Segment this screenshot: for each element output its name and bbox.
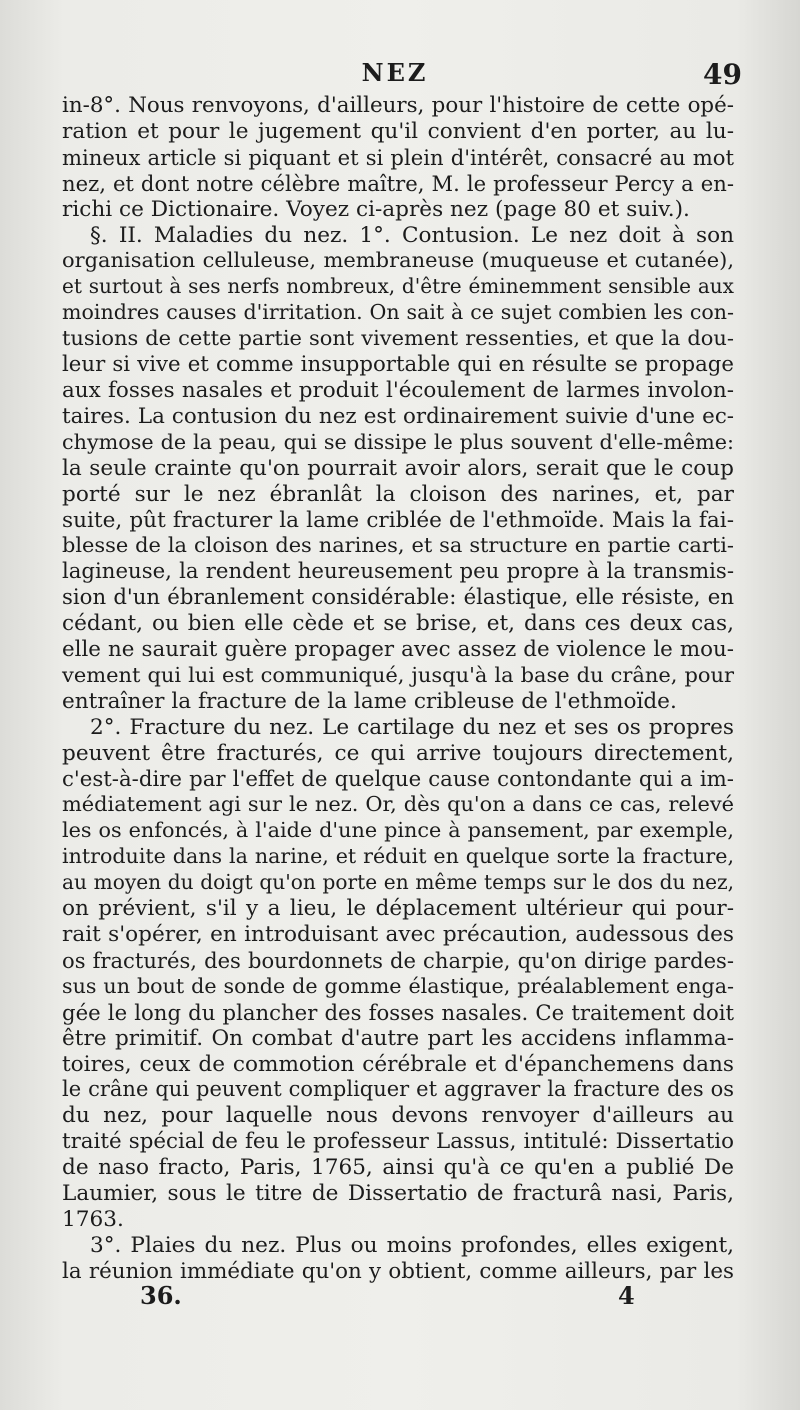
text-line: §. II. Maladies du nez. 1°. Contusion. Le nez doit à son xyxy=(90,222,734,248)
text-line: cédant, ou bien elle cède et se brise, et, dans ces deux cas, xyxy=(62,611,734,637)
page-number: 49 xyxy=(703,58,742,91)
text-line: nez, et dont notre célèbre maître, M. le professeur Percy a en- xyxy=(62,170,734,196)
body-text xyxy=(62,93,734,1285)
text-line: 2°. Fracture du nez. Le cartilage du nez et ses os propres xyxy=(90,714,734,740)
text-line: et surtout à ses nerfs nombreux, d'être éminemment sensible aux xyxy=(62,274,734,299)
text-line: leur si vive et comme insupportable qui en résulte se propage xyxy=(62,352,734,378)
text-line: sion d'un ébranlement considérable: élastique, elle résiste, en xyxy=(62,585,734,611)
text-line: porté sur le nez ébranlât la cloison des narines, et, par xyxy=(62,481,734,507)
text-line: de naso fracto, Paris, 1765, ainsi qu'à ce qu'en a publié De xyxy=(62,1155,734,1181)
text-line: être primitif. On combat d'autre part les accidens inflamma- xyxy=(62,1025,734,1051)
text-line: rait s'opérer, en introduisant avec précaution, audessous des xyxy=(62,922,734,947)
text-line: médiatement agi sur le nez. Or, dès qu'on a dans ce cas, relevé xyxy=(62,792,734,817)
text-line: organisation celluleuse, membraneuse (muqueuse et cutanée), xyxy=(62,248,734,273)
page-header xyxy=(0,58,800,98)
text-line: au moyen du doigt qu'on porte en même temps sur le dos du nez, xyxy=(62,870,734,895)
text-line: in-8°. Nous renvoyons, d'ailleurs, pour l'histoire de cette opé- xyxy=(62,93,734,118)
text-line: 3°. Plaies du nez. Plus ou moins profondes, elles exigent, xyxy=(90,1232,734,1258)
text-line: c'est-à-dire par l'effet de quelque cause contondante qui a im- xyxy=(62,766,734,792)
text-line: tusions de cette partie sont vivement ressenties, et que la dou- xyxy=(62,326,734,351)
text-line: aux fosses nasales et produit l'écoulement de larmes involon- xyxy=(62,377,734,403)
text-line: la réunion immédiate qu'on y obtient, comme ailleurs, par les xyxy=(62,1258,734,1284)
text-line: suite, pût fracturer la lame criblée de l'ethmoïde. Mais la fai- xyxy=(62,507,734,533)
text-line: lagineuse, la rendent heureusement peu propre à la transmis- xyxy=(62,559,734,585)
signature-number: 4 xyxy=(618,1281,635,1310)
text-line: os fracturés, des bourdonnets de charpie, qu'on dirige pardes- xyxy=(62,947,734,973)
text-line: ration et pour le jugement qu'il convient d'en porter, au lu- xyxy=(62,118,734,144)
text-line: Laumier, sous le titre de Dissertatio de fracturâ nasi, Paris, xyxy=(62,1181,734,1207)
text-line: moindres causes d'irritation. On sait à ce sujet combien les con- xyxy=(62,300,734,325)
text-line: chymose de la peau, qui se dissipe le plus souvent d'elle-même: xyxy=(62,429,734,454)
text-line: mineux article si piquant et si plein d'intérêt, consacré au mot xyxy=(62,144,734,170)
text-line: vement qui lui est communiqué, jusqu'à la base du crâne, pour xyxy=(62,662,734,687)
text-line: toires, ceux de commotion cérébrale et d'épanchemens dans xyxy=(62,1051,734,1077)
text-line: elle ne saurait guère propager avec assez de violence le mou- xyxy=(62,637,734,663)
text-line: traité spécial de feu le professeur Lassus, intitulé: Dissertatio xyxy=(62,1129,734,1155)
running-head: NEZ xyxy=(361,58,429,87)
text-line: on prévient, s'il y a lieu, le déplacement ultérieur qui pour- xyxy=(62,896,734,922)
signature-mark: 36. xyxy=(140,1281,182,1310)
text-line: sus un bout de sonde de gomme élastique, préalablement enga- xyxy=(62,973,734,998)
text-line: du nez, pour laquelle nous devons renvoyer d'ailleurs au xyxy=(62,1103,734,1129)
text-line: richi ce Dictionaire. Voyez ci-après nez (page 80 et suiv.). xyxy=(62,196,690,222)
text-line: 1763. xyxy=(62,1206,124,1232)
text-line: taires. La contusion du nez est ordinairement suivie d'une ec- xyxy=(62,403,734,429)
text-line: peuvent être fracturés, ce qui arrive toujours directement, xyxy=(62,740,734,766)
text-line: le crâne qui peuvent compliquer et aggraver la fracture des os xyxy=(62,1077,734,1102)
text-line: introduite dans la narine, et réduit en quelque sorte la fracture, xyxy=(62,844,734,869)
text-line: entraîner la fracture de la lame cribleuse de l'ethmoïde. xyxy=(62,688,677,714)
text-line: la seule crainte qu'on pourrait avoir alors, serait que le coup xyxy=(62,455,734,481)
page-footer xyxy=(0,1281,800,1315)
text-line: blesse de la cloison des narines, et sa structure en partie carti- xyxy=(62,533,734,558)
text-line: gée le long du plancher des fosses nasales. Ce traitement doit xyxy=(62,999,734,1025)
text-line: les os enfoncés, à l'aide d'une pince à pansement, par exemple, xyxy=(62,818,734,843)
